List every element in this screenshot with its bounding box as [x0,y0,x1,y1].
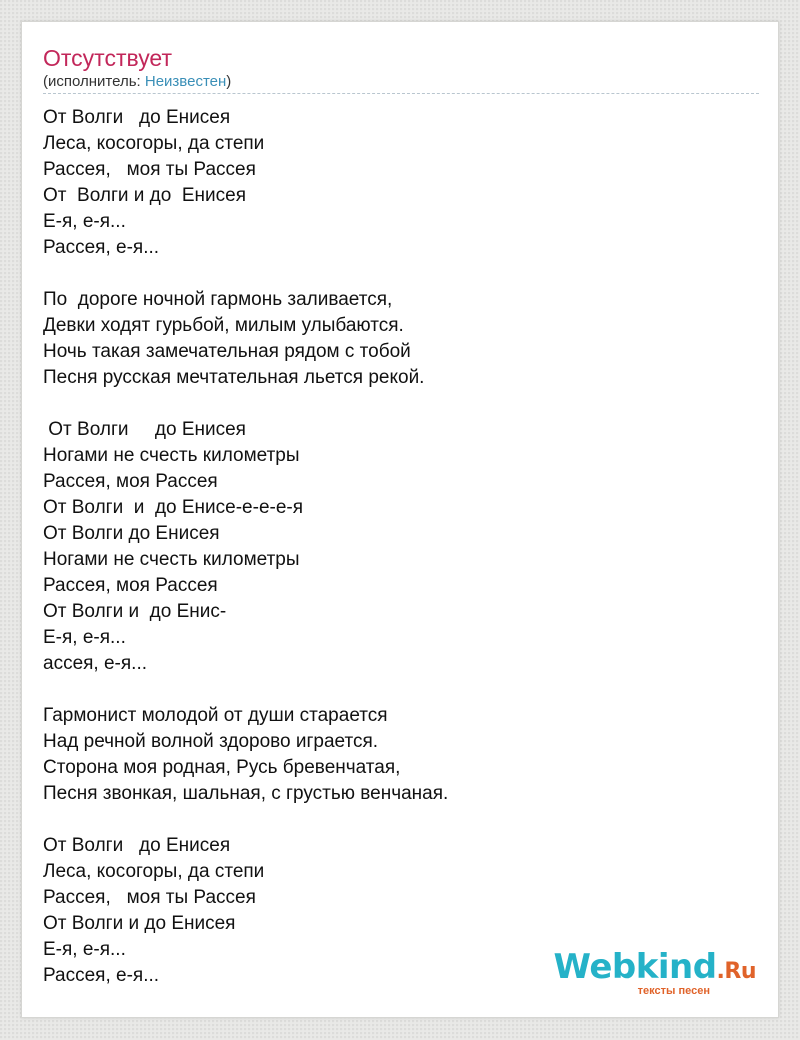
lyric-line: Ночь такая замечательная рядом с тобой [43,341,411,362]
lyric-line: Леса, косогоры, да степи [43,861,265,882]
lyric-line: Ногами не счесть километры [43,549,300,570]
lyric-line [43,677,448,703]
lyric-line: Рассея, моя Рассея [43,575,218,596]
lyric-line: Рассея, моя Рассея [43,471,218,492]
lyric-line: Рассея, е-я... [43,237,160,258]
artist-link[interactable]: Неизвестен [144,73,227,90]
lyric-line: От Волги и до Енисея [43,913,236,934]
lyric-line: Девки ходят гурьбой, милым улыбаются. [43,315,404,336]
lyric-line: От Волги до Енисея [43,523,220,544]
lyrics-text [43,105,448,989]
lyric-line: От Волги и до Енисе-е-е-е-я [43,497,304,518]
lyric-line: Гармонист молодой от души старается [43,705,388,726]
lyric-line: Сторона моя родная, Русь бревенчатая, [43,757,401,778]
lyric-line: Е-я, е-я... [43,211,126,232]
lyric-line: Е-я, е-я... [43,939,126,960]
lyric-line: Леса, косогоры, да степи [43,133,265,154]
lyric-line: Песня русская мечтательная льется рекой. [43,367,425,388]
logo-name: Webkind [553,947,717,987]
lyrics-card [21,21,779,1018]
lyric-line: От Волги до Енисея [43,107,231,128]
lyric-line: Песня звонкая, шальная, с грустью венчаная. [43,783,449,804]
lyric-line: От Волги и до Енис- [43,601,227,622]
lyric-line [43,807,448,833]
logo-tld: .Ru [716,959,756,984]
artist-suffix: ) [226,73,232,90]
lyric-line [43,261,448,287]
lyric-line: Рассея, е-я... [43,965,160,986]
lyric-line: ассея, е-я... [43,653,147,674]
site-logo[interactable] [553,947,756,997]
logo-tagline: тексты песен [637,985,710,997]
artist-line [43,73,231,91]
song-title: Отсутствует [43,45,172,71]
lyric-line: Рассея, моя ты Рассея [43,159,256,180]
lyric-line: Ногами не счесть километры [43,445,300,466]
artist-prefix: (исполнитель: [43,73,145,90]
lyric-line: Е-я, е-я... [43,627,126,648]
lyric-line: По дороге ночной гармонь заливается, [43,289,393,310]
lyric-line: От Волги до Енисея [43,419,246,440]
lyric-line: Рассея, моя ты Рассея [43,887,256,908]
dashed-divider [43,93,759,94]
lyric-line [43,391,448,417]
lyric-line: От Волги до Енисея [43,835,231,856]
lyric-line: Над речной волной здорово играется. [43,731,379,752]
lyric-line: От Волги и до Енисея [43,185,247,206]
